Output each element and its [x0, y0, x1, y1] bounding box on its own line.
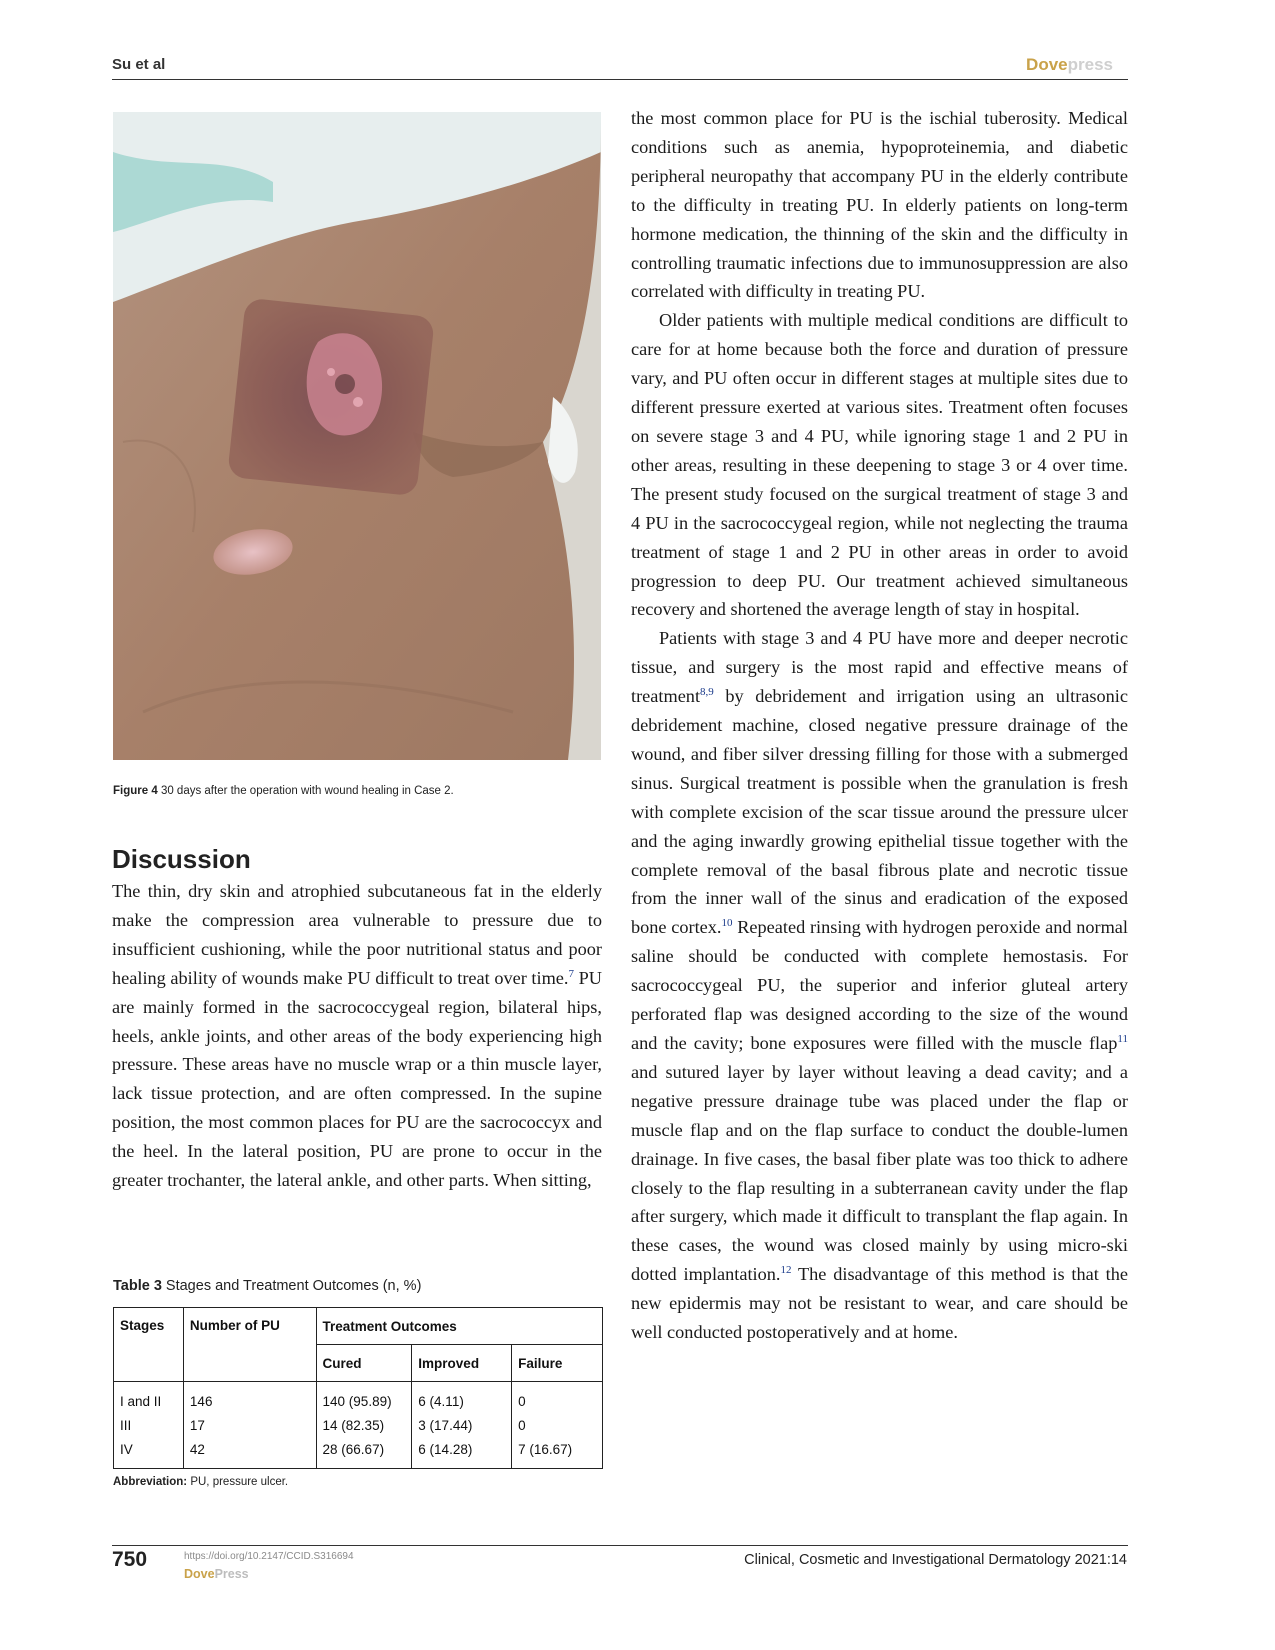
- header-rule: [112, 79, 1128, 80]
- col-header-stages: Stages: [114, 1308, 184, 1382]
- abbreviation-text: PU, pressure ulcer.: [190, 1476, 289, 1488]
- stage-column: [114, 1382, 184, 1469]
- number-column: [183, 1382, 316, 1469]
- paragraph-text: by debridement and irrigation using an ultrasonic debridement machine, closed negative pressure drainage of the wound, and fiber silver dressing filling for those with a submerged sinus. Surgical treatment is possible when the granulation is fresh with complete excision of the scar tissue around the pressure ulcer and the aging inwardly growing epithelial tissue together with the complete removal of the basal fibrous plate and necrotic tissue from the inner wall of the sinus and eradication of the exposed bone cortex.: [631, 686, 1128, 938]
- table-cell: 42: [189, 1442, 205, 1457]
- citation-ref-12[interactable]: 12: [780, 1264, 792, 1277]
- citation-ref-7[interactable]: 7: [568, 967, 574, 980]
- wound-photo-illustration: [113, 112, 601, 760]
- table-caption-text: Stages and Treatment Outcomes (n, %): [165, 1278, 422, 1294]
- footer-logo-dove: Dove: [184, 1567, 215, 1581]
- running-header-authors: Su et al: [112, 56, 166, 73]
- table-cell: 6 (4.11): [418, 1394, 464, 1409]
- paragraph-text: Patients with stage 3 and 4 PU have more and deeper necrotic tissue, and surgery is the most rapid and effective means of treatment: [631, 628, 1128, 707]
- outcomes-table: [113, 1307, 603, 1469]
- table-cell: 17: [189, 1418, 205, 1433]
- col-header-failure: Failure: [512, 1345, 603, 1382]
- table-cell: 7 (16.67): [518, 1442, 573, 1457]
- paragraph-text: The thin, dry skin and atrophied subcutaneous fat in the elderly make the compression area vulnerable to pressure due to insufficient cushioning, while the poor nutritional status and poor healing ability of wounds make PU difficult to treat over time.: [112, 881, 602, 988]
- table-header-row: [114, 1308, 603, 1345]
- cured-column: [316, 1382, 412, 1469]
- publisher-logo-press: press: [1067, 55, 1113, 74]
- table-body: [114, 1382, 603, 1469]
- col-header-number: Number of PU: [183, 1308, 316, 1382]
- table-caption: [113, 1278, 421, 1294]
- paragraph-text: Repeated rinsing with hydrogen peroxide and normal saline should be conducted with complete hemostasis. For sacrococcygeal PU, the superior and inferior gluteal artery perforated flap was designed according to the size of the wound and the cavity; bone exposures were filled with the muscle flap: [631, 917, 1128, 1053]
- publisher-logo-dove: Dove: [1026, 55, 1068, 74]
- table-cell: 140 (95.89): [322, 1394, 392, 1409]
- table-label: Table 3: [113, 1278, 162, 1294]
- paragraph-text: and sutured layer by layer without leaving a dead cavity; and a negative pressure drainage tube was placed under the flap or muscle flap and on the flap surface to conduct the double-lumen drainage. In five cases, the basal fiber plate was too thick to adhere closely to the flap resulting in a subterranean cavity under the flap after surgery, which made it difficult to transplant the flap again. In these cases, the wound was closed mainly by using micro-ski dotted implantation.: [631, 1061, 1128, 1285]
- abbreviation-label: Abbreviation:: [113, 1476, 188, 1488]
- table-cell: 14 (82.35): [322, 1418, 385, 1433]
- paragraph-text: PU are mainly formed in the sacrococcygeal region, bilateral hips, heels, ankle joints, and other areas of the body experiencing high pressure. These areas have no muscle wrap or a thin muscle layer, lack tissue protection, and are often compressed. In the supine position, the most common places for PU are the sacrococcyx and the heel. In the lateral position, PU are prone to occur in the greater trochanter, the lateral ankle, and other parts. When sitting,: [112, 967, 602, 1191]
- col-header-outcomes: Treatment Outcomes: [316, 1308, 602, 1345]
- table-cell: 3 (17.44): [418, 1418, 473, 1433]
- table-cell: 6 (14.28): [418, 1442, 473, 1457]
- table-cell: III: [120, 1418, 132, 1433]
- citation-ref-8-9[interactable]: 8,9: [700, 686, 714, 699]
- doi-link[interactable]: https://doi.org/10.2147/CCID.S316694: [184, 1551, 354, 1562]
- figure-4-photo: [113, 112, 601, 760]
- improved-column: [412, 1382, 512, 1469]
- left-column: [112, 877, 602, 1195]
- table-cell: I and II: [120, 1394, 162, 1409]
- table-cell: 146: [189, 1394, 213, 1409]
- footer-logo-press: Press: [214, 1567, 249, 1581]
- figure-caption-text: 30 days after the operation with wound healing in Case 2.: [160, 785, 454, 797]
- figure-caption: [113, 785, 454, 797]
- publisher-logo: [1026, 55, 1113, 75]
- page-number: 750: [112, 1548, 148, 1571]
- right-column: [631, 104, 1128, 1347]
- footer-rule: [112, 1545, 1128, 1546]
- footer-publisher-logo[interactable]: [184, 1567, 249, 1581]
- discussion-paragraph-1: [112, 877, 602, 1195]
- failure-column: [512, 1382, 603, 1469]
- col-header-cured: Cured: [316, 1345, 412, 1382]
- figure-label: Figure 4: [113, 785, 158, 797]
- table-cell: IV: [120, 1442, 133, 1457]
- discussion-paragraph-3: [631, 624, 1128, 1347]
- citation-ref-11[interactable]: 11: [1117, 1032, 1128, 1045]
- journal-citation: Clinical, Cosmetic and Investigational Dermatology 2021:14: [744, 1552, 1127, 1568]
- section-heading-discussion: Discussion: [112, 844, 251, 874]
- col-header-improved: Improved: [412, 1345, 512, 1382]
- table-cell: 0: [518, 1394, 526, 1409]
- table-footnote: [113, 1476, 288, 1488]
- table-cell: 28 (66.67): [322, 1442, 385, 1457]
- discussion-paragraph-2: Older patients with multiple medical conditions are difficult to care for at home because both the force and duration of pressure vary, and PU often occur in different stages at multiple sites due to different pressure exerted at various sites. Treatment often focuses on severe stage 3 and 4 PU, while ignoring stage 1 and 2 PU in other areas, resulting in these deepening to stage 3 or 4 over time. The present study focused on the surgical treatment of stage 3 and 4 PU in the sacrococcygeal region, while not neglecting the trauma treatment of stage 1 and 2 PU in other areas in order to avoid progression to deep PU. Our treatment achieved simultaneous recovery and shortened the average length of stay in hospital.: [631, 310, 1128, 620]
- table-cell: 0: [518, 1418, 526, 1433]
- discussion-paragraph-continued: the most common place for PU is the ischial tuberosity. Medical conditions such as anemia, hypoproteinemia, and diabetic peripheral neuropathy that accompany PU in the elderly contribute to the difficulty in treating PU. In elderly patients on long-term hormone medication, the thinning of the skin and the difficulty in controlling traumatic infections due to immunosuppression are also correlated with difficulty in treating PU.: [631, 108, 1128, 302]
- paragraph-text: The disadvantage of this method is that the new epidermis may not be resistant to wear, and care should be well conducted postoperatively and at home.: [631, 1264, 1128, 1343]
- citation-ref-10[interactable]: 10: [721, 917, 733, 930]
